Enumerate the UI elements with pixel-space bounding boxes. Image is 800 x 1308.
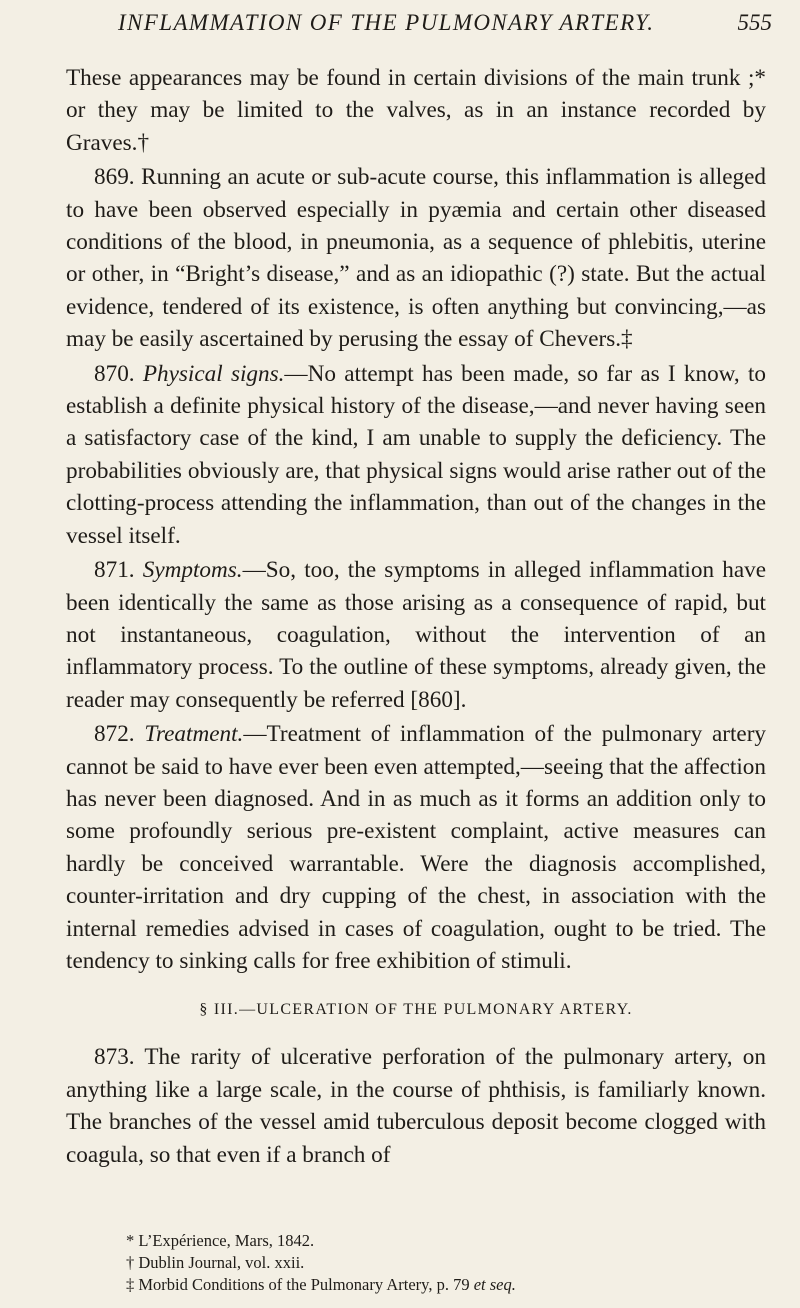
paragraph-text: The rarity of ulcerative perforation of the pulmonary artery, on anything like a large scale, in the course of phthisis, is familiarly known. The branches of the vessel amid tuberculous deposit become clogged with coagula, so that even if a branch of <box>66 1044 766 1168</box>
paragraph-title: Treatment. <box>144 721 244 748</box>
footnote <box>126 1230 766 1252</box>
footnote-text: Morbid Conditions of the Pulmonary Artery, p. 79 <box>138 1275 474 1294</box>
footnote <box>126 1252 766 1274</box>
paragraph-872 <box>66 718 766 977</box>
paragraph-871 <box>66 554 766 716</box>
page-number: 555 <box>737 10 772 35</box>
paragraph-text: —No attempt has been made, so far as I know, to establish a definite physical history of the disease,—and never having seen a satisfactory case of the kind, I am unable to supply the deficiency. The probabilities obviously are, that physical signs would arise rather out of the clotting-process attending the inflammation, than out of the changes in the vessel itself. <box>66 360 766 549</box>
footnote-mark: ‡ <box>126 1275 139 1294</box>
paragraph-number: 873. <box>94 1044 135 1071</box>
paragraph-text: —Treatment of inflammation of the pulmonary artery cannot be said to have ever been even attempted,—seeing that the affection has never been diagnosed. And in as much as it forms an addition only to some profoundly serious pre-existent complaint, active measures can hardly be conceived warrantable. Were the diagnosis accomplished, counter-irritation and dry cupping of the chest, in association with the internal remedies advised in cases of coagulation, ought to be tried. The tendency to sinking calls for free exhibition of stimuli. <box>66 721 767 974</box>
body-text <box>66 62 766 1171</box>
paragraph-870 <box>66 358 766 552</box>
paragraph-number: 870. <box>94 360 135 387</box>
paragraph-continued <box>66 62 766 159</box>
footnote-text: L’Expérience, Mars, 1842. <box>138 1231 315 1250</box>
paragraph-number: 871. <box>94 557 135 584</box>
footnote <box>126 1274 766 1296</box>
paragraph-text: These appearances may be found in certain divisions of the main trunk ;* or they may be limited to the valves, as in an instance recorded by Graves.† <box>66 65 766 156</box>
page-header <box>0 10 800 46</box>
paragraph-text: Running an acute or sub-acute course, this inflammation is alleged to have been observed especially in pyæmia and certain other diseased conditions of the blood, in pneumonia, as a sequence of phlebitis, uterine or other, in “Bright’s disease,” and as an idiopathic (?) state. But the actual evidence, tendered of its existence, is often anything but convincing,—as may be easily ascertained by perusing the essay of Chevers.‡ <box>66 164 766 353</box>
footnote-italic: et seq. <box>473 1275 516 1294</box>
footnote-mark: † <box>126 1253 139 1272</box>
paragraph-number: 869. <box>94 164 135 191</box>
footnotes <box>126 1230 766 1296</box>
running-title: INFLAMMATION OF THE PULMONARY ARTERY. <box>118 10 655 35</box>
paragraph-number: 872. <box>94 721 135 748</box>
paragraph-text: —So, too, the symptoms in alleged inflammation have been identically the same as those arising as a consequence of rapid, but not instantaneous, coagulation, without the intervention of an inflammatory process. To the outline of these symptoms, already given, the reader may consequently be referred [860]. <box>66 557 766 713</box>
section-heading: § III.—ULCERATION OF THE PULMONARY ARTERY. <box>199 1001 633 1019</box>
footnote-mark: * <box>126 1231 139 1250</box>
footnote-text: Dublin Journal, vol. xxii. <box>138 1253 305 1272</box>
paragraph-869 <box>66 161 766 355</box>
paragraph-title: Symptoms. <box>142 557 243 584</box>
paragraph-title: Physical signs. <box>142 360 285 387</box>
paragraph-873 <box>66 1041 766 1171</box>
